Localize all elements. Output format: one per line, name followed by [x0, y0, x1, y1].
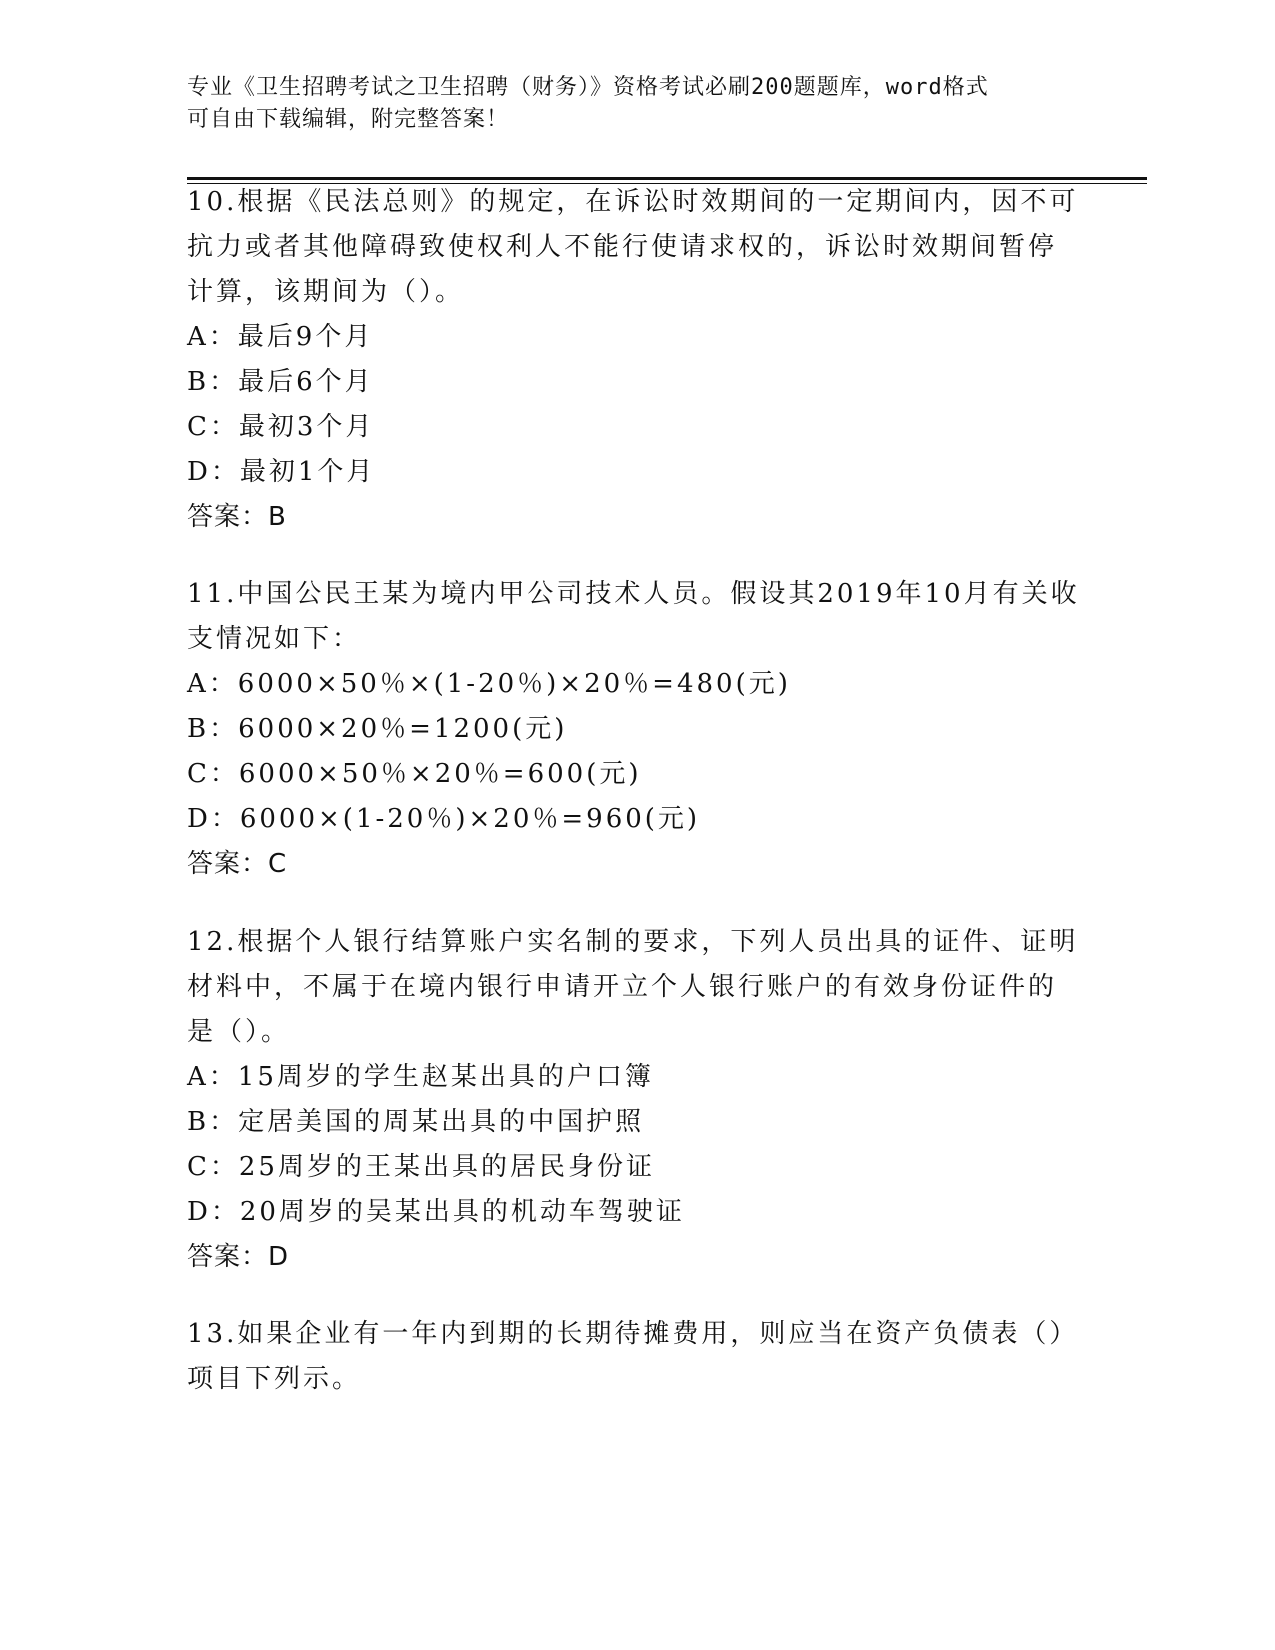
header-line-1: 专业《卫生招聘考试之卫生招聘（财务）》资格考试必刷200题题库，word格式: [187, 75, 989, 100]
answer-line: 答案：B: [187, 502, 287, 532]
question-text-line: 支情况如下：: [187, 624, 362, 654]
question-text-line: 10.根据《民法总则》的规定，在诉讼时效期间的一定期间内，因不可: [187, 187, 1079, 217]
option-c: C：25周岁的王某出具的居民身份证: [187, 1152, 655, 1182]
question-text-line: 项目下列示。: [187, 1364, 362, 1394]
option-d: D：最初1个月: [187, 457, 376, 487]
question-12: [187, 920, 1087, 1280]
question-text-line: 12.根据个人银行结算账户实名制的要求，下列人员出具的证件、证明: [187, 927, 1079, 957]
question-text-line: 计算，该期间为（）。: [187, 277, 465, 307]
option-b: B：定居美国的周某出具的中国护照: [187, 1107, 645, 1137]
question-text-line: 11.中国公民王某为境内甲公司技术人员。假设其2019年10月有关收: [187, 579, 1080, 609]
question-11: [187, 572, 1087, 887]
question-text-line: 是（）。: [187, 1017, 291, 1047]
question-13: [187, 1312, 1087, 1402]
option-a: A：6000×50％×(1-20％)×20％=480(元): [187, 669, 791, 699]
option-d: D：20周岁的吴某出具的机动车驾驶证: [187, 1197, 685, 1227]
answer-line: 答案：D: [187, 1242, 290, 1272]
option-a: A：15周岁的学生赵某出具的户口簿: [187, 1062, 654, 1092]
header-line-2: 可自由下载编辑，附完整答案！: [187, 107, 510, 132]
document-header: [187, 72, 1067, 136]
question-text-line: 材料中，不属于在境内银行申请开立个人银行账户的有效身份证件的: [187, 972, 1058, 1002]
question-10: [187, 180, 1087, 540]
option-b: B：最后6个月: [187, 367, 374, 397]
question-text-line: 13.如果企业有一年内到期的长期待摊费用，则应当在资产负债表（）: [187, 1319, 1079, 1349]
option-a: A：最后9个月: [187, 322, 374, 352]
option-c: C：最初3个月: [187, 412, 375, 442]
question-text-line: 抗力或者其他障碍致使权利人不能行使请求权的，诉讼时效期间暂停: [187, 232, 1058, 262]
option-b: B：6000×20％=1200(元): [187, 714, 568, 744]
option-d: D：6000×(1-20％)×20％=960(元): [187, 804, 701, 834]
option-c: C：6000×50％×20％=600(元): [187, 759, 642, 789]
answer-line: 答案：C: [187, 849, 288, 879]
